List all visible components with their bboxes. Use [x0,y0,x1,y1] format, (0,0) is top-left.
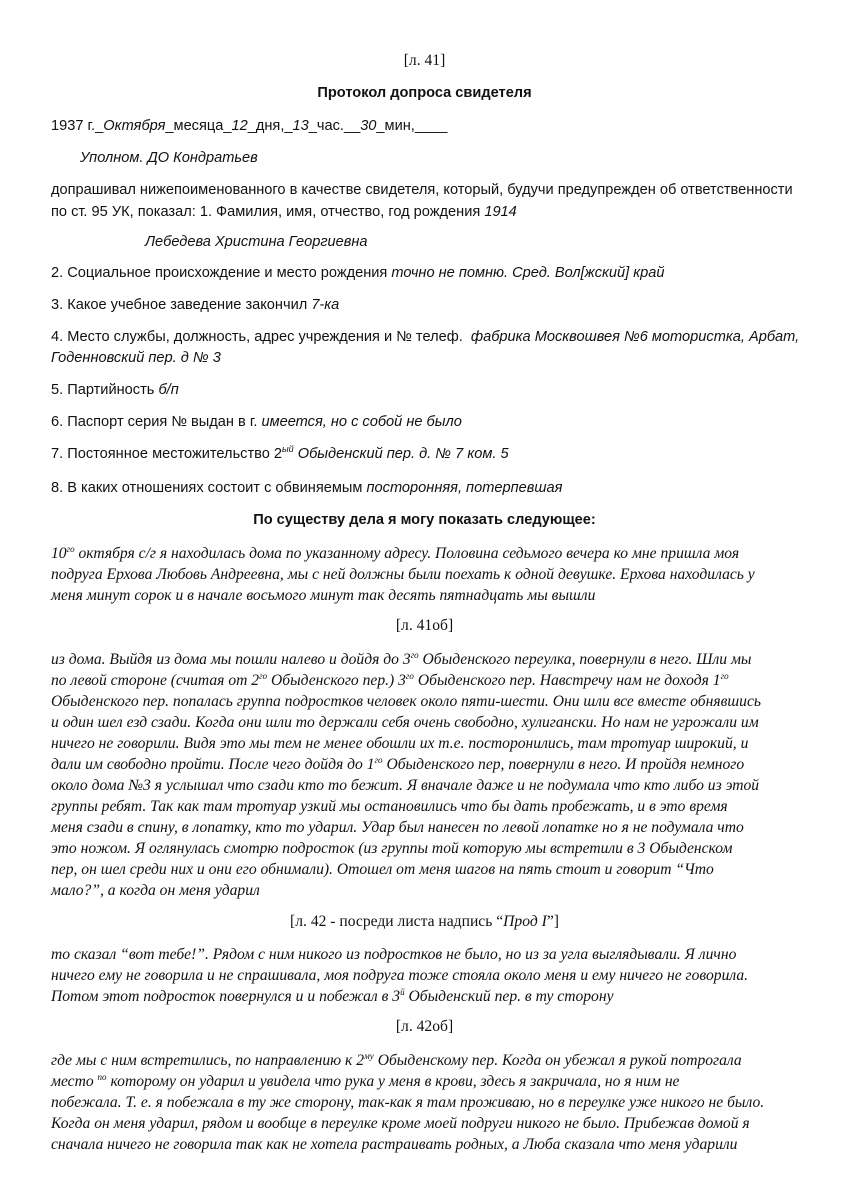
question-4: 4. Место службы, должность, адрес учреждения и № телеф. фабрика Москвошвея №6 мотористка, Арбат, [51,329,800,345]
interrogating-officer: Уполном. ДО Кондратьев [80,150,258,166]
testimony-line: это ножом. Я оглянулась смотрю подросток (из группы той которую мы встретили в 3 Обыденском [51,840,733,857]
testimony-heading: По существу дела я могу показать следующее: [253,512,596,528]
document-title: Протокол допроса свидетеля [317,85,532,101]
testimony-line: ничего не говорили. Видя это мы тем не менее обошли их т.е. посторонились, там тротуар широкий, и [51,735,749,752]
protocol-date-line: 1937 г._Октября_месяца_12_дня,_13_час.__30_мин,____ [51,118,448,134]
testimony-line: мало?”, а когда он меня ударил [51,882,260,899]
sheet-marker-41ob: [л. 41об] [395,617,454,634]
testimony-line: Когда он меня ударил, рядом и вообще в переулке кроме моей подруги никого не было. Прибежав домой я [51,1115,750,1132]
testimony-line: где мы с ним встретились, по направлению к $2^{му}$ Обыденскому пер. Когда он убежал я рукой потрогала [51,1050,742,1069]
testimony-line: меня сзади в спину, в лопатку, кто то ударил. Удар был нанесен по левой лопатке но я не подумала что [51,819,744,836]
question-8: 8. В каких отношениях состоит с обвиняемым посторонняя, потерпевшая [51,480,563,496]
sheet-marker-42: [л. 42 - посреди листа надпись “Прод I”] [290,913,559,930]
testimony-line: Обыденского пер. попалась группа подростков человек около пяти-шести. Они шли все вместе обнявшись [51,693,761,710]
sheet-marker-41: [л. 41] [403,52,446,69]
witness-name: Лебедева Христина Георгиевна [145,234,368,250]
question-2: 2. Социальное происхождение и место рождения точно не помню. Сред. Вол[жский] край [51,265,665,281]
testimony-line: из дома. Выйдя из дома мы пошли налево и дойдя до $3^{го}$ Обыденского переулка, повернули в него. Шли мы [51,649,752,668]
testimony-line: то сказал “вот тебе!”. Рядом с ним никого из подростков не было, но из за угла выглядывали. Я лично [51,946,737,963]
testimony-line: по левой стороне (считая от $2^{го}$ Обыденского пер.) $3^{го}$ Обыденского пер. Навстречу нам не доходя $1^{го}$ [51,670,729,689]
question-3: 3. Какое учебное заведение закончил 7-ка [51,297,340,313]
testimony-line: и один шел езд сзади. Когда они шли то держали себя очень свободно, хулигански. Но нам не угрожали им [51,714,759,731]
testimony-line: меня минут сорок и в начале восьмого минут так десять пятнадцать мы вышли [51,587,596,604]
question-4-answer-cont: Годенновский пер. д № 3 [51,350,221,366]
sheet-marker-42ob: [л. 42об] [395,1018,454,1035]
question-7: 7. Постоянное местожительство $2^{ый}$ Обыденский пер. д. № 7 ком. 5 [51,444,509,462]
question-5: 5. Партийность б/п [51,382,179,398]
testimony-line: около дома №3 я услышал что сзади кто то бежит. Я вначале даже и не подумала что кто либо из этой [51,777,760,794]
testimony-line: группы ребят. Так как там тротуар узкий мы остановились что бы дать пробежать, и в это время [51,798,728,815]
question-6: 6. Паспорт серия № выдан в г. имеется, но с собой не было [51,414,462,430]
testimony-line: ничего ему не говорила и не спрашивала, моя подруга тоже стояла около меня и ему ничего не говорила. [51,967,749,984]
testimony-line: дали им свободно пройти. После чего дойдя до $1^{го}$ Обыденского пер, повернули в него. И пройдя немного [51,754,745,773]
testimony-line: место $^{по}$ которому он ударил и увидела что рука у меня в крови, здесь я закричала, но я ним не [51,1071,680,1090]
testimony-line: побежала. Т. е. я побежала в ту же сторону, так-как я там проживаю, но в переулке уже никого не было. [51,1094,765,1111]
testimony-line: сначала ничего не говорила так как не хотела растраивать родных, а Люба сказала что меня ударили [51,1136,738,1153]
testimony-line: пер, он шел среди них и они его обнимали). Отошел от меня шагов на пять стоит и говорит “Что [51,861,714,878]
testimony-line: подруга Ерхова Любовь Андреевна, мы с ней должны были поехать к одной девушке. Ерхова находилась у [51,566,755,583]
intro-line-1: допрашивал нижепоименованного в качестве свидетеля, который, будучи предупрежден об ответственности [51,182,793,198]
intro-line-2: по ст. 95 УК, показал: 1. Фамилия, имя, отчество, год рождения 1914 [51,204,517,220]
testimony-line: $10^{го}$ октября с/г я находилась дома по указанному адресу. Половина седьмого вечера ко мне пришла моя [51,543,740,562]
testimony-line: Потом этот подросток повернулся и и побежал в $3^й$ Обыденский пер. в ту сторону [51,986,614,1005]
